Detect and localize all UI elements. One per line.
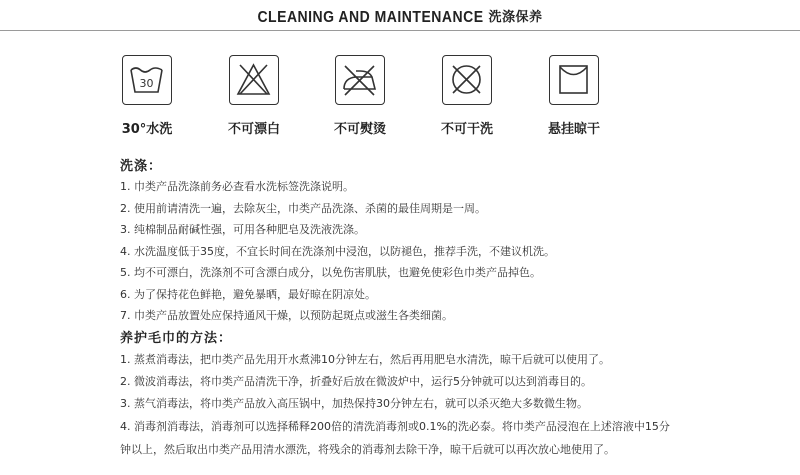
- header-divider: [0, 30, 800, 31]
- no-dry-clean-icon: [442, 55, 492, 105]
- care-item-wash: [102, 55, 192, 137]
- care-item-no-iron: [315, 55, 405, 137]
- hang-dry-icon: [549, 55, 599, 105]
- washing-item: 5. 均不可漂白，洗涤剂不可含漂白成分，以免伤害肌肤，也避免使彩色巾类产品掉色。: [120, 266, 541, 279]
- care-label-no-iron: 不可熨烫: [333, 122, 386, 137]
- care-label-hang-dry: 悬挂晾干: [547, 122, 600, 137]
- washing-item: 7. 巾类产品放置处应保持通风干燥，以预防起斑点或滋生各类细菌。: [120, 309, 453, 322]
- washing-item: 3. 纯棉制品耐碱性强，可用各种肥皂及洗液洗涤。: [120, 223, 365, 236]
- care-label-no-bleach: 不可漂白: [227, 122, 280, 137]
- care-label-wash: 30°水洗: [121, 122, 173, 137]
- care-item: 3. 蒸气消毒法，将巾类产品放入高压锅中，加热保持30分钟左右，就可以杀灭绝大多数微生物。: [120, 397, 588, 410]
- wash-temperature: 30: [139, 77, 154, 90]
- care-section: [120, 327, 800, 461]
- no-iron-icon: [335, 55, 385, 105]
- washing-section: [120, 155, 800, 327]
- washing-item: 6. 为了保持花色鲜艳，避免暴晒，最好晾在阴凉处。: [120, 287, 376, 301]
- washing-item: 4. 水洗温度低于35度，不宜长时间在洗涤剂中浸泡，以防褪色，推荐手洗，不建议机洗。: [120, 244, 555, 258]
- care-item-no-bleach: [209, 55, 299, 137]
- washing-title: 洗涤：: [120, 159, 163, 174]
- page-header: [0, 0, 800, 34]
- care-title: 养护毛巾的方法：: [120, 331, 233, 346]
- care-label-no-dry-clean: 不可干洗: [440, 122, 493, 137]
- washing-item: 1. 巾类产品洗涤前务必查看水洗标签洗涤说明。: [120, 180, 354, 193]
- care-item-hang-dry: [529, 55, 619, 137]
- title-chinese: 洗涤保养: [488, 10, 543, 25]
- care-item: 1. 蒸煮消毒法，把巾类产品先用开水煮沸10分钟左右，然后再用肥皂水清洗，晾干后就可以使用了。: [120, 353, 610, 366]
- care-item: 4. 消毒剂消毒法，消毒剂可以选择稀释200倍的清洗消毒剂或0.1%的洗必泰。将巾类产品浸泡在上述溶液中15分钟以上，然后取出巾类产品用清水漂洗，将残余的消毒剂去除干净，晾干后就可以再次放心地使用了。: [120, 420, 670, 456]
- care-item: 2. 微波消毒法，将巾类产品清洗干净，折叠好后放在微波炉中，运行5分钟就可以达到消毒目的。: [120, 375, 592, 388]
- wash-30-icon: [122, 55, 172, 105]
- page-title: [0, 6, 800, 25]
- care-icons-row: [0, 55, 800, 145]
- no-bleach-icon: [229, 55, 279, 105]
- care-item-no-dry-clean: [422, 55, 512, 137]
- washing-item: 2. 使用前请清洗一遍，去除灰尘，巾类产品洗涤、杀菌的最佳周期是一周。: [120, 201, 486, 215]
- title-english: CLEANING AND MAINTENANCE: [257, 6, 484, 26]
